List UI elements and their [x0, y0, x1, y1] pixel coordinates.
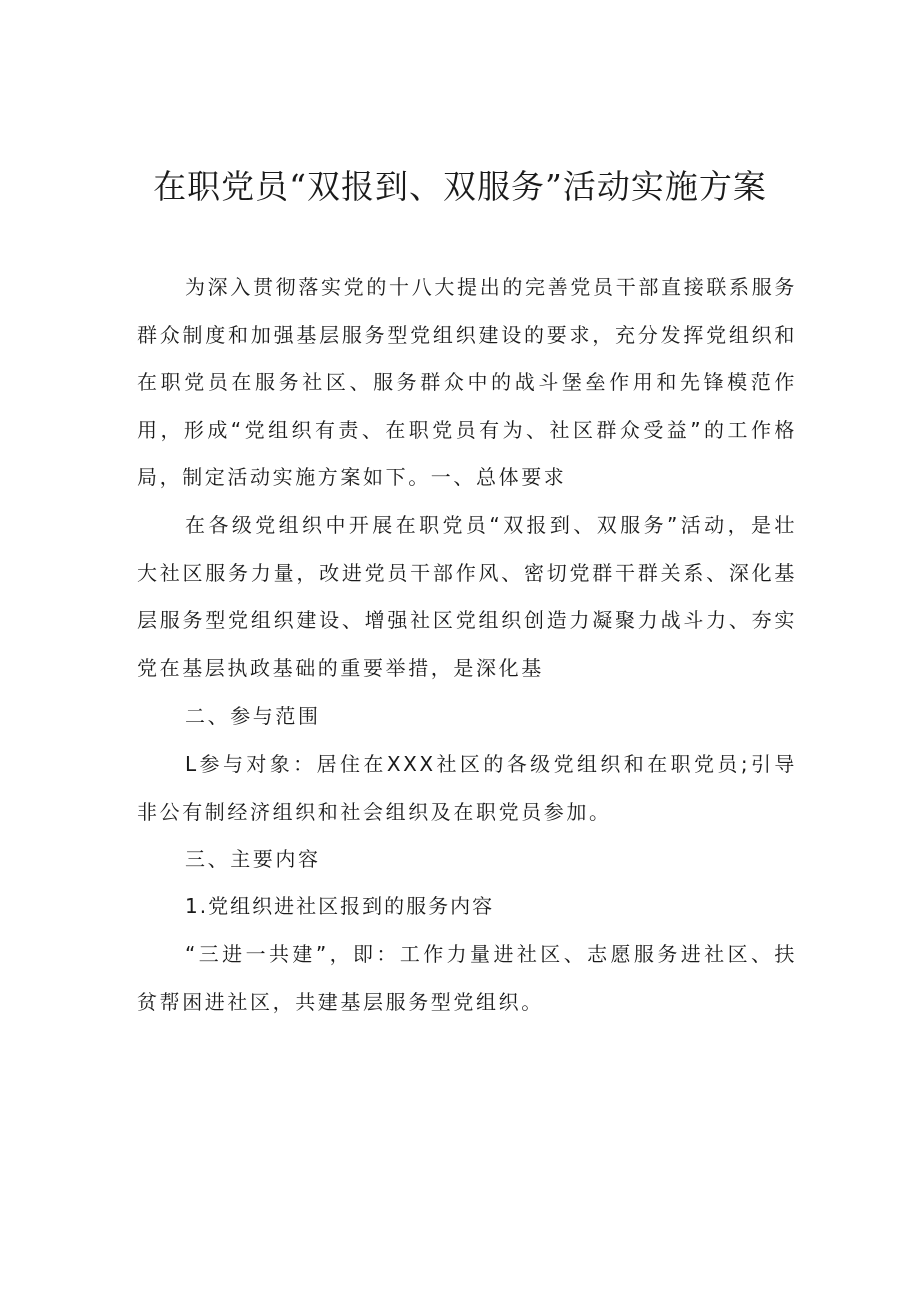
content-subheading: 1.党组织进社区报到的服务内容 — [185, 894, 495, 918]
content-paragraph: “三进一共建”，即：工作力量进社区、志愿服务进社区、扶贫帮困进社区，共建基层服务型党组织。 — [137, 942, 797, 1014]
content-heading: 三、主要内容 — [185, 847, 321, 871]
intro-paragraph: 为深入贯彻落实党的十八大提出的完善党员干部直接联系服务群众制度和加强基层服务型党组织建设的要求，充分发挥党组织和在职党员在服务社区、服务群众中的战斗堡垒作用和先锋模范作用，形成“党组织有责、在职党员有为、社区群众受益”的工作格局，制定活动实施方案如下。一、总体要求 — [137, 275, 797, 489]
document-title: 在职党员“双报到、双服务”活动实施方案 — [153, 167, 767, 206]
scope-heading: 二、参与范围 — [185, 704, 321, 728]
requirements-paragraph: 在各级党组织中开展在职党员“双报到、双服务”活动，是壮大社区服务力量，改进党员干部作风、密切党群干群关系、深化基层服务型党组织建设、增强社区党组织创造力凝聚力战斗力、夯实党在基层执政基础的重要举措，是深化基 — [137, 513, 797, 680]
scope-paragraph: L参与对象：居住在XXX社区的各级党组织和在职党员;引导非公有制经济组织和社会组织及在职党员参加。 — [137, 752, 797, 824]
